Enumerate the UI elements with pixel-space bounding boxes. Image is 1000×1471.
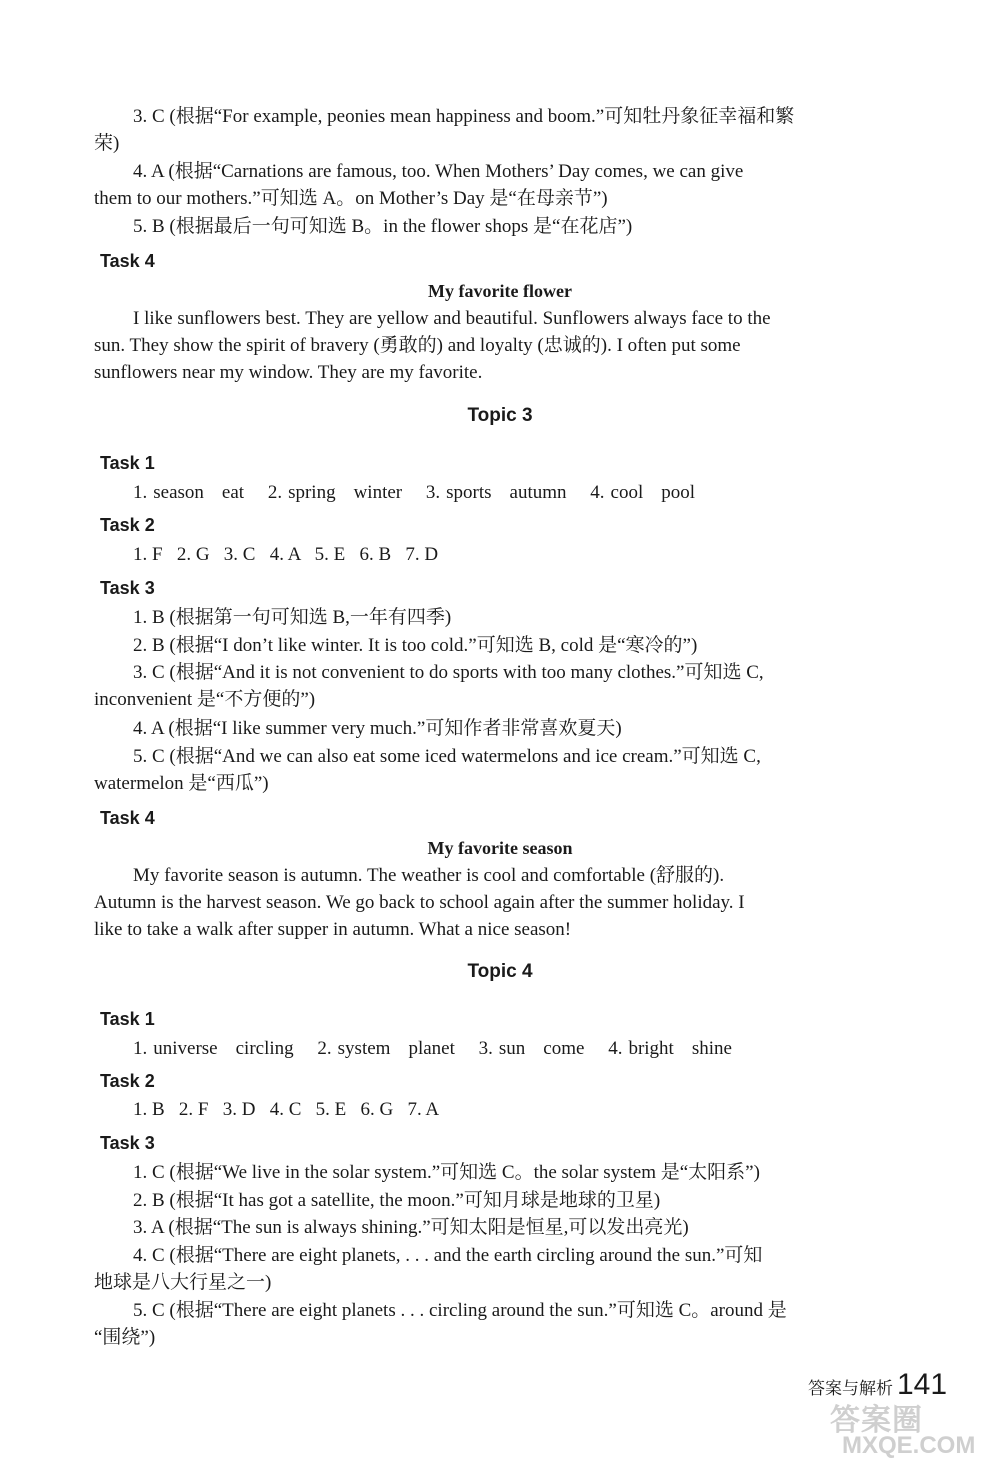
task-heading: Task 2 (100, 515, 155, 535)
item-number: 1. (133, 482, 148, 503)
item-number: 3. (478, 1038, 493, 1059)
vocab-word: come (543, 1038, 585, 1059)
answer-line: 1. B 2. F 3. D 4. C 5. E 6. G 7. A (133, 1099, 440, 1120)
item-number: 1. (133, 1038, 148, 1059)
watermark-logo: 答案圈 (830, 1404, 923, 1437)
task-heading: Task 3 (100, 578, 155, 598)
answer-line: 4. A (根据“Carnations are famous, too. When Mothers’ Day comes, we can give (133, 161, 744, 182)
vocab-word: shine (691, 1038, 732, 1059)
vocab-answers (133, 1036, 750, 1062)
answer-line: them to our mothers.”可知选 A。on Mother’s Day 是“在母亲节”) (94, 188, 608, 209)
answer-line: 3. C (根据“And it is not convenient to do sports with too many clothes.”可知选 C, (133, 662, 764, 683)
answer-line: 5. C (根据“There are eight planets . . . circling around the sun.”可知选 C。around 是 (133, 1300, 787, 1321)
vocab-answers (133, 480, 713, 506)
answer-line: 荣) (94, 133, 120, 154)
vocab-word: system (337, 1038, 391, 1059)
topic-heading: Topic 3 (467, 405, 533, 426)
footer-label: 答案与解析 (808, 1379, 893, 1398)
answer-line: “围绕”) (94, 1327, 156, 1348)
vocab-word: winter (353, 482, 403, 503)
answer-line: inconvenient 是“不方便的”) (94, 689, 316, 710)
essay-title: My favorite season (427, 838, 573, 858)
answer-line: 3. C (根据“For example, peonies mean happiness and boom.”可知牡丹象征幸福和繁 (133, 106, 795, 127)
vocab-word: spring (288, 482, 336, 503)
vocab-word: autumn (509, 482, 567, 503)
answer-line: 1. F 2. G 3. C 4. A 5. E 6. B 7. D (133, 544, 439, 565)
task-heading: Task 1 (100, 453, 155, 473)
vocab-word: circling (235, 1038, 294, 1059)
page-number: 141 (897, 1368, 948, 1401)
essay-line: I like sunflowers best. They are yellow and beautiful. Sunflowers always face to the (133, 308, 771, 329)
task-heading: Task 4 (100, 808, 155, 828)
task-heading: Task 1 (100, 1009, 155, 1029)
answer-line: 地球是八大行星之一) (94, 1272, 272, 1293)
essay-line: like to take a walk after supper in autumn. What a nice season! (94, 919, 572, 940)
answer-line: 1. B (根据第一句可知选 B,一年有四季) (133, 607, 452, 628)
task-heading: Task 2 (100, 1071, 155, 1091)
item-number: 2. (317, 1038, 332, 1059)
answer-line: 4. C (根据“There are eight planets, . . . and the earth circling around the sun.”可知 (133, 1245, 763, 1266)
item-number: 2. (267, 482, 283, 503)
answer-line: 5. C (根据“And we can also eat some iced watermelons and ice cream.”可知选 C, (133, 746, 761, 767)
vocab-word: cool (610, 482, 644, 503)
answer-line: 2. B (根据“It has got a satellite, the moon.”可知月球是地球的卫星) (133, 1190, 661, 1211)
vocab-word: sun (498, 1038, 526, 1059)
essay-line: Autumn is the harvest season. We go back to school again after the summer holiday. I (94, 892, 745, 913)
essay-line: sunflowers near my window. They are my favorite. (94, 362, 483, 383)
item-number: 4. (608, 1038, 623, 1059)
vocab-word: sports (446, 482, 492, 503)
watermark-url: MXQE.COM (842, 1432, 976, 1459)
answer-line: 2. B (根据“I don’t like winter. It is too cold.”可知选 B, cold 是“寒冷的”) (133, 635, 698, 656)
vocab-word: universe (153, 1038, 218, 1059)
answer-line: 4. A (根据“I like summer very much.”可知作者非常喜欢夏天) (133, 718, 622, 739)
vocab-word: planet (408, 1038, 455, 1059)
vocab-word: bright (628, 1038, 674, 1059)
task-heading: Task 3 (100, 1133, 155, 1153)
item-number: 4. (590, 482, 605, 503)
essay-line: sun. They show the spirit of bravery (勇敢的) and loyalty (忠诚的). I often put some (94, 335, 741, 356)
essay-title: My favorite flower (428, 281, 572, 301)
vocab-word: eat (221, 482, 245, 503)
topic-heading: Topic 4 (467, 961, 533, 982)
answer-line: 1. C (根据“We live in the solar system.”可知选 C。the solar system 是“太阳系”) (133, 1162, 760, 1183)
item-number: 3. (425, 482, 441, 503)
answer-line: watermelon 是“西瓜”) (94, 773, 269, 794)
answer-line: 5. B (根据最后一句可知选 B。in the flower shops 是“在花店”) (133, 216, 633, 237)
vocab-word: season (153, 482, 204, 503)
vocab-word: pool (661, 482, 696, 503)
task-heading: Task 4 (100, 251, 155, 271)
essay-line: My favorite season is autumn. The weather is cool and comfortable (舒服的). (133, 865, 725, 886)
answer-line: 3. A (根据“The sun is always shining.”可知太阳是恒星,可以发出亮光) (133, 1217, 689, 1238)
